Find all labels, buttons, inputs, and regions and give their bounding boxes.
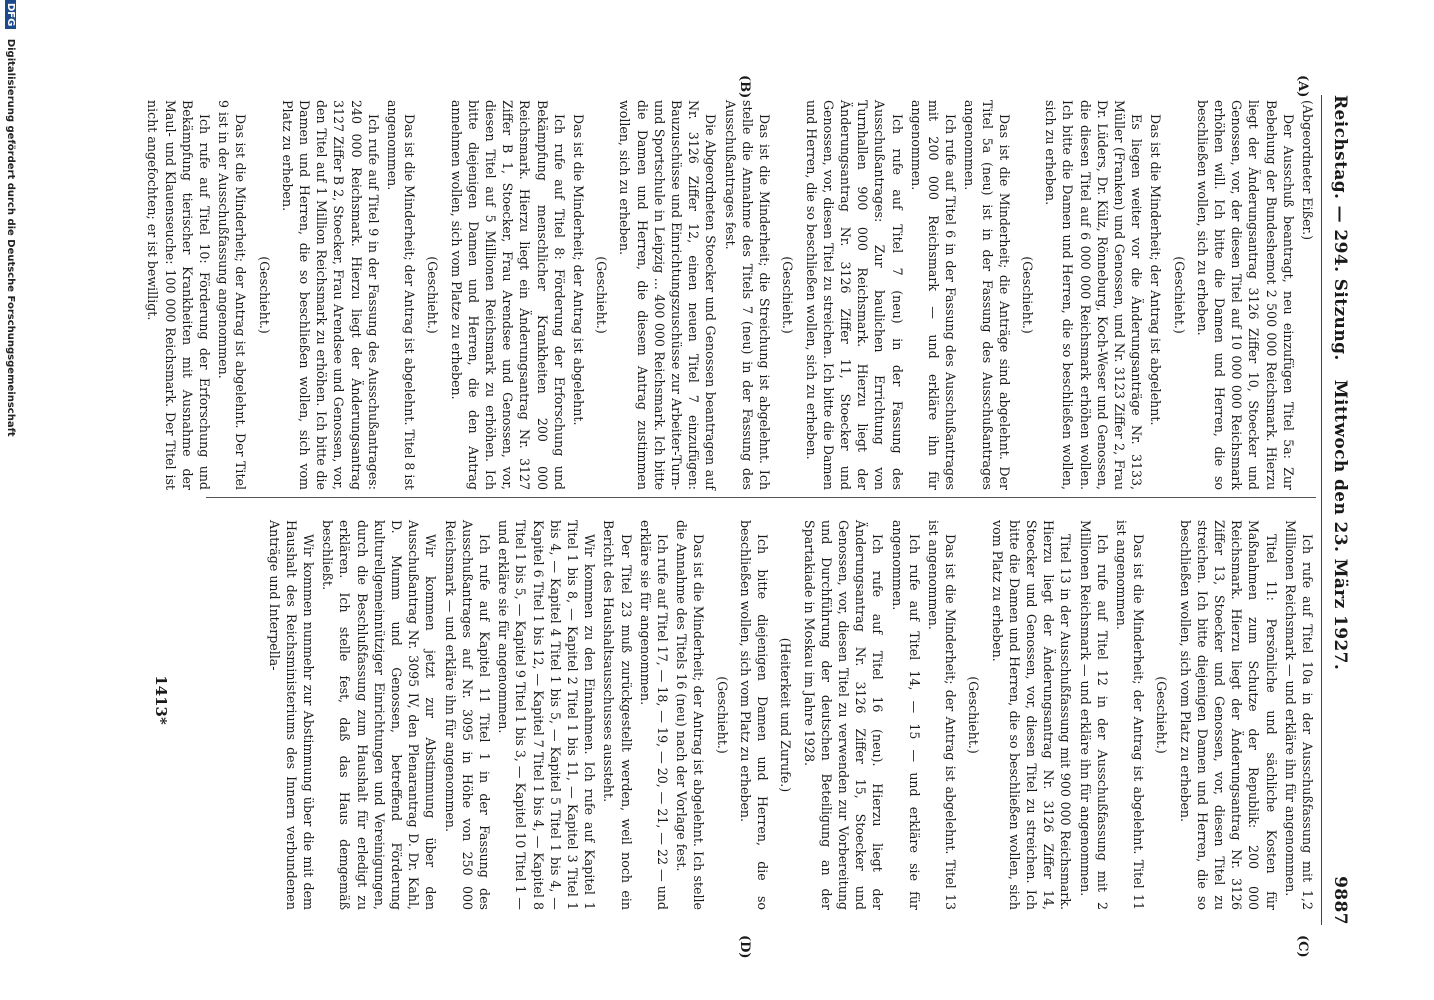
paragraph: Das ist die Minderheit; die Streichung ist abgelehnt. Ich stelle die Annahme des Titels 7 (neu) in der Fassung des Ausschußantrages fest. bbox=[722, 100, 773, 490]
paragraph: Ich rufe auf Titel 17, — 18, — 19, — 20, — 21, — 22 — und erkläre sie für angenommen. bbox=[637, 520, 671, 910]
stage-direction: (Geschieht.) bbox=[714, 676, 730, 754]
page-footer: 1413* bbox=[152, 675, 170, 725]
column-divider bbox=[206, 497, 1316, 498]
stage-direction: (Geschieht.) bbox=[1019, 256, 1035, 334]
paragraph: (Abgeordneter Eißer.) bbox=[1300, 100, 1315, 240]
left-column bbox=[142, 100, 1316, 490]
paragraph: Ich bitte diejenigen Damen und Herren, die so beschließen wollen, sich vom Platz zu erheben. bbox=[737, 520, 771, 910]
digitization-credit bbox=[5, 0, 16, 1000]
paragraph: Ich rufe auf Titel 12 in der Ausschußfassung mit 2 Millionen Reichsmark — und erkläre ihn für angenommen. bbox=[1077, 520, 1110, 910]
paragraph: Das ist die Minderheit; der Antrag ist abgelehnt. bbox=[1148, 114, 1164, 426]
paragraph: Die Abgeordneten Stoecker und Genossen beantragen auf Nr. 3126 Ziffer 12, einen neuen Titel 7 einzufügen: Bauzuschüsse und Einrichtungszuschüsse zur Arbeiter-Turn- und Sportschule in Leipzig ... 400 000 Reichsmark. Ich bitte die Damen und Herren, die diesem Antrag zustimmen wollen, sich zu erheben. bbox=[617, 100, 719, 490]
stage-direction: (Geschieht.) bbox=[780, 256, 796, 334]
paragraph: Ich rufe auf Titel 10: Förderung der Erforschung und Bekämpfung tierischer Krankheiten mit Ausnahme der Maul- und Klauenseuche: 100 000 Reichsmark. Der Titel ist nicht angefochten; er ist bewilligt. bbox=[145, 100, 213, 490]
paragraph: Wir kommen nunmehr zur Abstimmung über die mit dem Haushalt des Reichsministeriums des Innern verbundenen Anträge und Interpella- bbox=[266, 520, 317, 910]
paragraph: Das ist die Minderheit; der Antrag ist abgelehnt. Ich stelle die Annahme des Titels 16 (neu) nach der Vorlage fest. bbox=[674, 520, 707, 910]
header-rule bbox=[1321, 95, 1322, 925]
paragraph: Das ist die Minderheit; der Antrag ist abgelehnt. Titel 8 ist angenommen. bbox=[385, 100, 418, 490]
paragraph: Ich rufe auf Titel 10a in der Ausschußfassung mit 1,2 Millionen Reichsmark — und erkläre ihn für angenommen. bbox=[1282, 520, 1315, 910]
running-header bbox=[1326, 95, 1350, 925]
paragraph: Ich rufe auf Titel 6 in der Fassung des Ausschußantrages mit 200 000 Reichsmark — und erkläre ihn für angenommen. bbox=[908, 100, 959, 490]
paragraph: Das ist die Minderheit; die Anträge sind abgelehnt. Der Titel 5a (neu) ist in der Fassung des Ausschußantrages angenommen. bbox=[962, 100, 1012, 490]
paragraph: Ich rufe auf Titel 8: Förderung der Erforschung und Bekämpfung menschlicher Krankheiten 200 000 Reichsmark. Hierzu liegt ein Änderungsantrag Nr. 3127 Ziffer B 1, Stoecker, Frau Arendsee und Genossen, vor, diesen Titel auf 5 Millionen Reichsmark zu erhöhen. Ich bitte diejenigen Damen und Herren, die den Antrag annehmen wollen, sich vom Platze zu erheben. bbox=[448, 100, 567, 490]
paragraph: Titel 11: Persönliche und sächliche Kosten für Maßnahmen zum Schutze der Republik: 200 000 Reichsmark. Hierzu liegt der Änderungsantrag Nr. 3126 Ziffer 13, Stoecker und Genossen, vor, diesen Titel zu streichen. Ich bitte diejenigen Damen und Herren, die so beschließen wollen, sich vom Platz zu erheben. bbox=[1177, 520, 1279, 910]
stage-direction: (Geschieht.) bbox=[1171, 256, 1187, 334]
stage-direction: (Geschieht.) bbox=[256, 256, 272, 334]
stage-direction: (Heiterkeit und Zurufe.) bbox=[778, 637, 794, 793]
stage-direction: (Geschieht.) bbox=[594, 256, 610, 334]
paragraph: Ich rufe auf Titel 14, — 15 — und erkläre sie für angenommen. bbox=[889, 520, 922, 910]
header-left: Reichstag. — 294. Sitzung. bbox=[1330, 95, 1350, 361]
margin-marker-d: (D) bbox=[737, 935, 752, 959]
paragraph: Ich rufe auf Titel 9 in der Fassung des Ausschußantrages: 240 000 Reichsmark. Hierzu liegt der Änderungsantrag 3127 Ziffer B 2, Stoecker, Frau Arendsee und Genossen, vor, den Titel auf 1 Million Reichsmark zu erhöhen. Ich bitte die Damen und Herren, die so beschließen wollen, sich vom Platz zu erheben. bbox=[279, 100, 381, 490]
margin-marker-b: (B) bbox=[737, 75, 752, 99]
paragraph: Das ist die Minderheit; der Antrag ist abgelehnt. Titel 13 ist angenommen. bbox=[925, 520, 959, 910]
paragraph: Das ist die Minderheit; der Antrag ist abgelehnt. Titel 11 ist angenommen. bbox=[1113, 520, 1147, 910]
paragraph: Ich rufe auf Titel 7 (neu) in der Fassung des Ausschußantrages: Zur baulichen Errichtung von Turnhallen 900 000 Reichsmark. Hierzu liegt der Änderungsantrag Nr. 3126 Ziffer 11, Stoecker und Genossen, vor, diesen Titel zu streichen. Ich bitte die Damen und Herren, die so beschließen wollen, sich zu erheben. bbox=[803, 100, 905, 490]
paragraph: Es liegen weiter vor die Änderungsanträge Nr. 3133, Müller (Franken) und Genossen, und Nr. 3123 Ziffer 2, Frau Dr. Lüders, Dr. Külz, Rönneburg, Koch-Weser und Genossen, die diesen Titel auf 6 000 000 Reichsmark erhöhen wollen. Ich bitte die Damen und Herren, die so beschließen wollen, sich zu erheben. bbox=[1043, 100, 1145, 490]
paragraph: Wir kommen zu den Einnahmen. Ich rufe auf Kapitel 1 Titel 1 bis 8, — Kapitel 2 Titel 1 bis 11, — Kapitel 3 Titel 1 bis 4, — Kapitel 4 Titel 1 bis 5, — Kapitel 5 Titel 1 bis 4, — Kapitel 6 Titel 1 bis 12, — Kapitel 7 Titel 1 bis 4, — Kapitel 8 Titel 1 bis 5, — Kapitel 9 Titel 1 bis 3, — Kapitel 10 Titel 1 — und erkläre sie für angenommen. bbox=[496, 520, 598, 910]
margin-marker-a: (A) bbox=[1295, 75, 1310, 98]
paragraph: Das ist die Minderheit; der Antrag ist abgelehnt. Der Titel 9 ist in der Ausschußfassung angenommen. bbox=[216, 100, 249, 490]
stage-direction: (Geschieht.) bbox=[1154, 676, 1170, 754]
paragraph: Der Titel 23 muß zurückgestellt werden, weil noch ein Bericht des Haushaltsausschusses aussteht. bbox=[601, 520, 634, 910]
paragraph: Das ist die Minderheit; der Antrag ist abgelehnt. bbox=[571, 114, 587, 426]
margin-marker-c: (C) bbox=[1295, 935, 1310, 958]
paragraph: Der Ausschuß beantragt, neu einzufügen Titel 5a: Zur Bebehung der Bundeshemot 2 500 000 Reichsmark. Hierzu liegt der Änderungsantrag 3126 Ziffer 10, Stoecker und Genossen, vor, der diesen Titel auf 10 000 000 Reichsmark erhöhen will. Ich bitte die Damen und Herren, die so beschließen wollen, sich zu erheben. bbox=[1194, 100, 1296, 490]
paragraph: Ich rufe auf Titel 16 (neu). Hierzu liegt der Änderungsantrag Nr. 3126 Ziffer 15, Stoecker und Genossen, vor, diesen Titel zu verwenden zur Vorbereitung und Durchführung der deutschen Beteiligung an der Spartakiade in Moskau im Jahre 1928. bbox=[801, 520, 886, 910]
paragraph: Wir kommen jetzt zur Abstimmung über den Ausschußantrag Nr. 3095 IV, den Plenarantrag D. Dr. Kahl, D. Mumm und Genossen, betreffend Förderung kulturellgemeinnütziger Einrichtungen und Vereinigungen, durch die Beschlußfassung zum Haushalt für erledigt zu erklären. Ich stelle fest, daß das Haus demgemäß beschließt. bbox=[320, 520, 439, 910]
right-column bbox=[263, 520, 1316, 910]
paragraph: Ich rufe auf Kapitel 11 Titel 1 in der Fassung des Ausschußantrages auf Nr. 3095 in Höhe von 250 000 Reichsmark — und erkläre ihn für angenommen. bbox=[442, 520, 493, 910]
dfg-logo: DFG bbox=[5, 0, 16, 29]
stage-direction: (Geschieht.) bbox=[966, 676, 982, 754]
page-number: 9887 bbox=[1330, 876, 1350, 925]
credit-text: Digitalisierung gefördert durch die Deutsche Forschungsgemeinschaft bbox=[5, 38, 16, 437]
paragraph: Titel 13 in der Ausschußfassung mit 900 000 Reichsmark. Hierzu liegt der Änderungsantrag Nr. 3126 Ziffer 14, Stoecker und Genossen, vor, diesen Titel zu streichen. Ich bitte die Damen und Herren, die so beschließen wollen, sich vom Platz zu erheben. bbox=[989, 520, 1074, 910]
header-date: Mittwoch den 23. März 1927. bbox=[1330, 379, 1350, 671]
stage-direction: (Geschieht.) bbox=[425, 256, 441, 334]
